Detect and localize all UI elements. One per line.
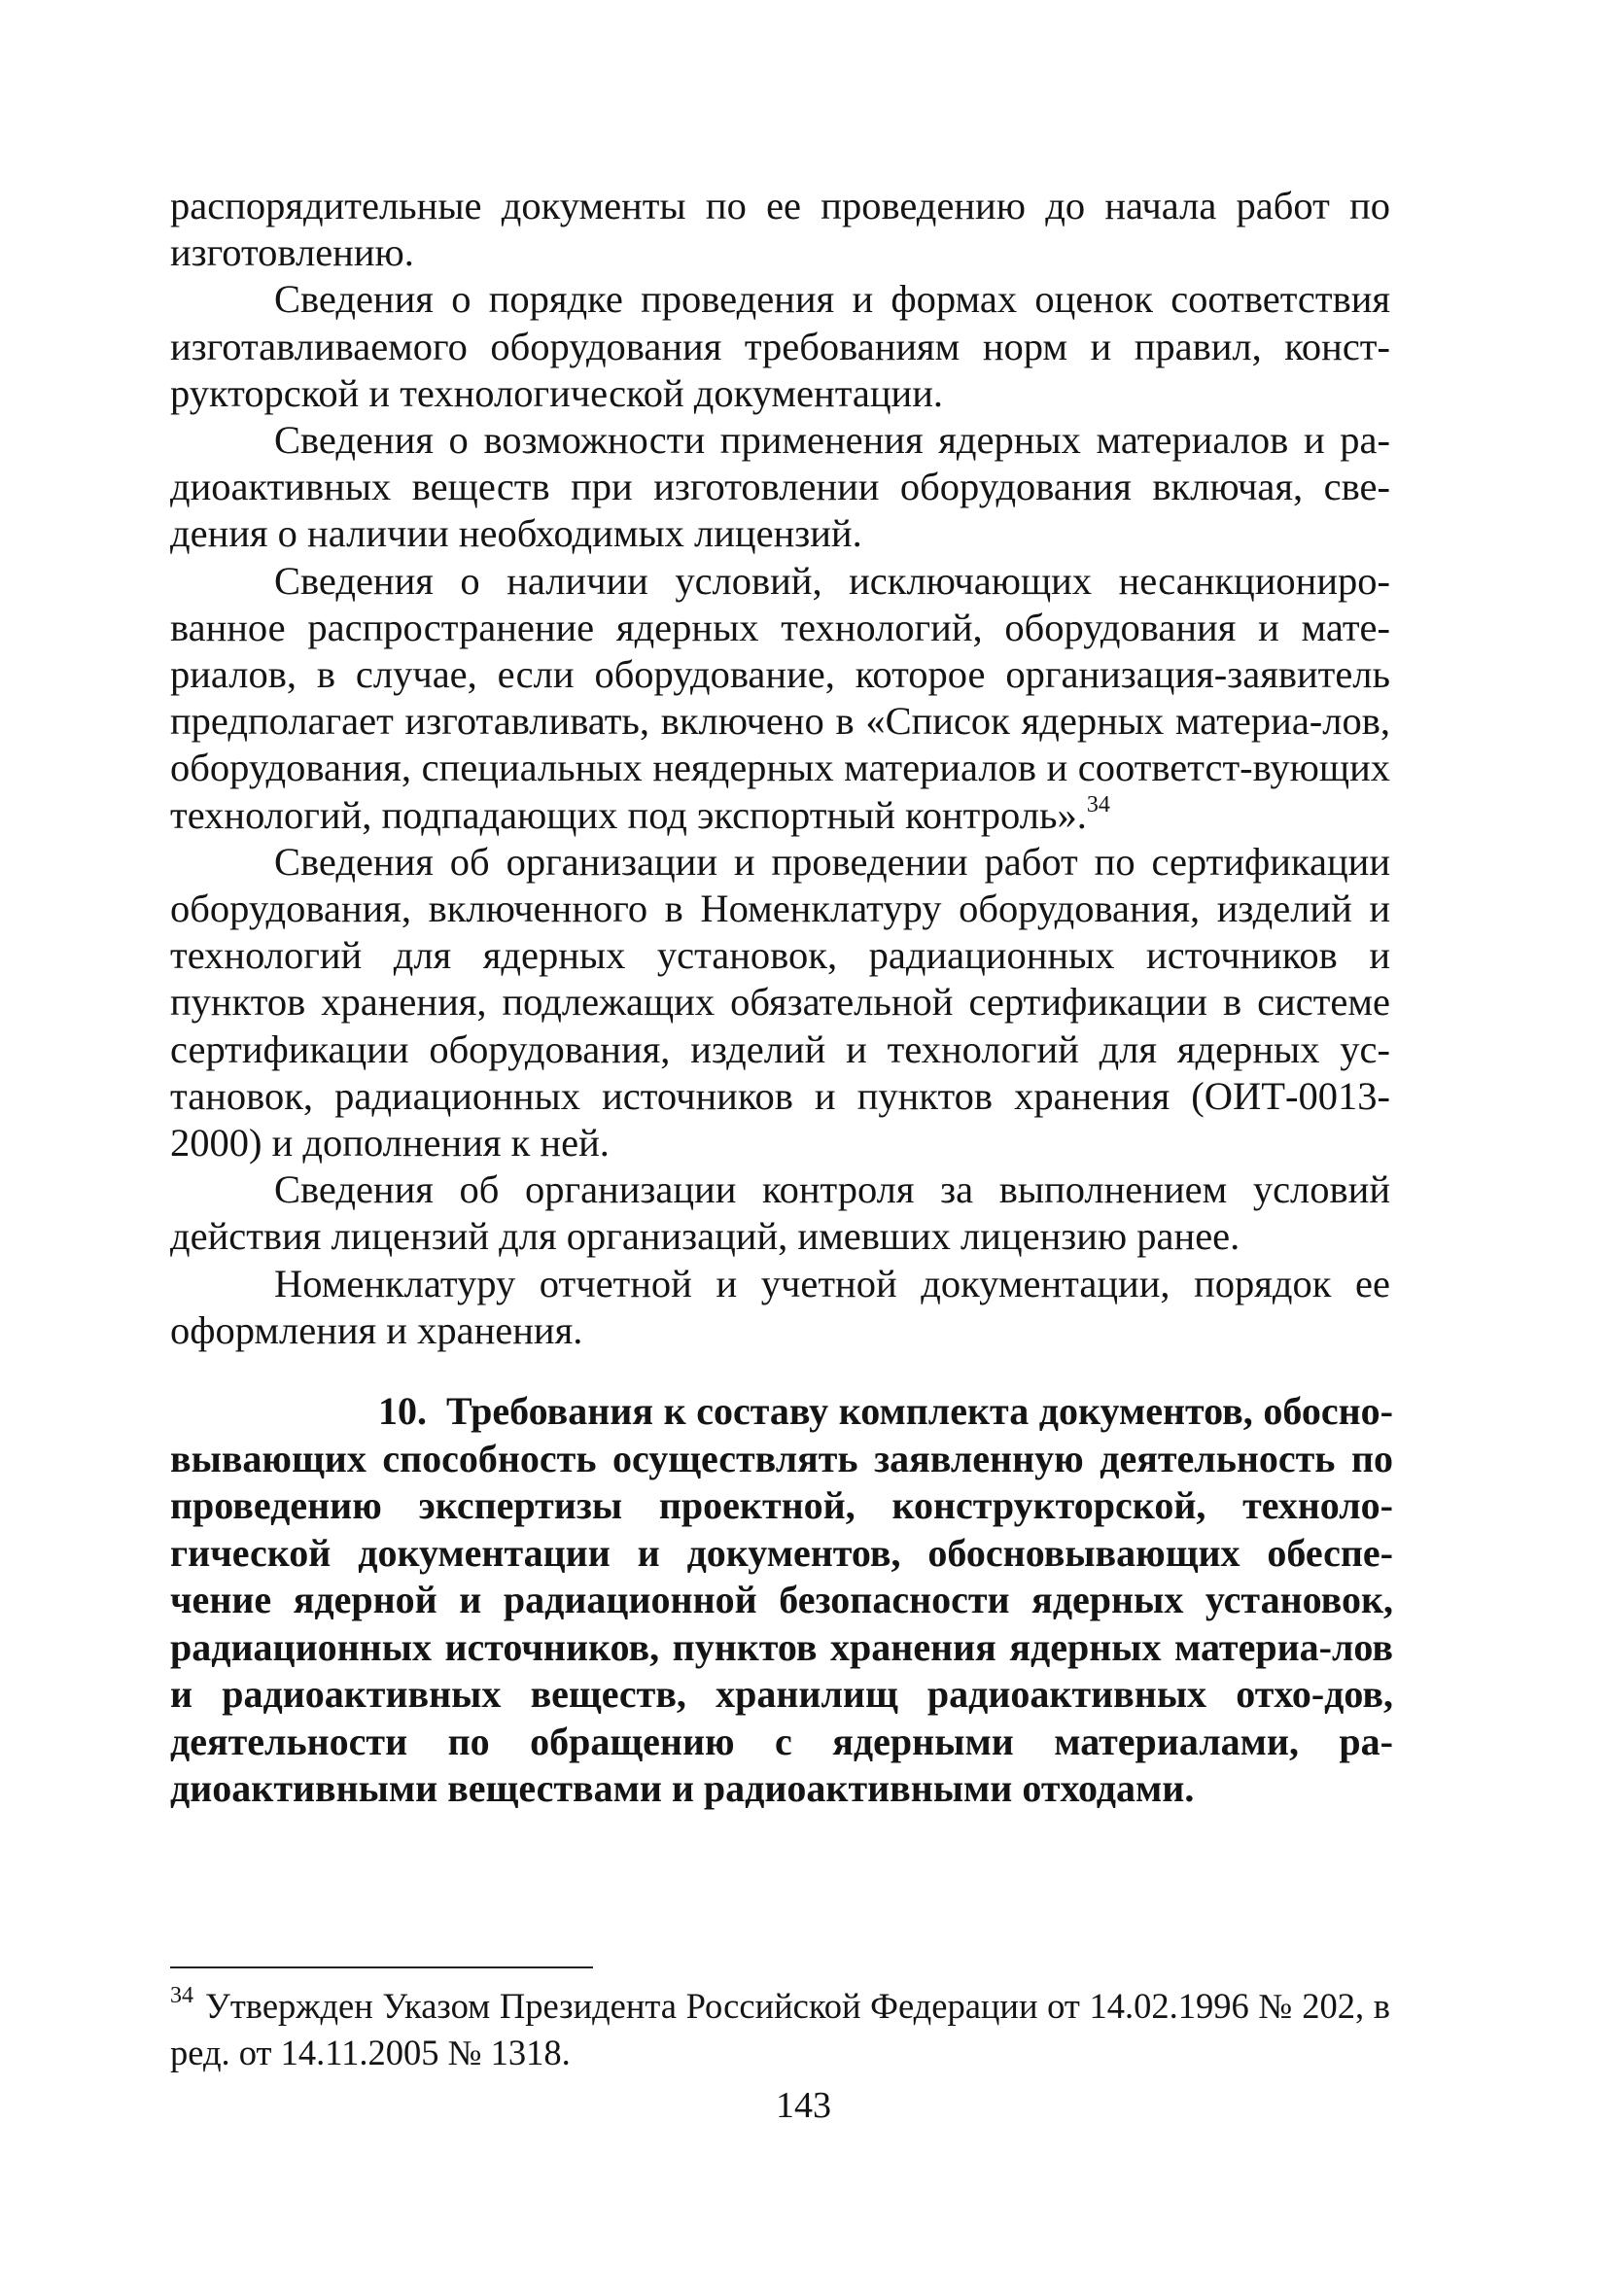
footnote: [170, 1983, 1390, 2076]
paragraph-export-control: [170, 558, 1390, 839]
section-title: Требования к составу комплекта документов, обосно-вывающих способность осуществлять заявленную деятельность по проведению экспертизы проектной, конструкторской, техноло-гической документации и документов, обосновывающих обеспе-чение ядерной и радиационной безопасности ядерных установок, радиационных источников, пунктов хранения ядерных материа-лов и радиоактивных веществ, хранилищ радиоактивных отхо-дов, деятельности по обращению с ядерными материалами, ра-диоактивными веществами и радиоактивными отходами.: [170, 1389, 1393, 1810]
paragraph-nuclear-materials: Сведения о возможности применения ядерных материалов и ра-диоактивных веществ при изготовлении оборудования включая, све-дения о наличии необходимых лицензий.: [170, 418, 1390, 556]
footnote-text: Утвержден Указом Президента Российской Федерации от 14.02.1996 № 202, в ред. от 14.11.2005 № 1318.: [170, 1986, 1390, 2072]
footnote-reference[interactable]: 34: [1086, 791, 1110, 818]
paragraph-continuation: распорядительные документы по ее проведению до начала работ по изготовлению.: [170, 184, 1390, 275]
paragraph-export-control-text: Сведения о наличии условий, исключающих несанкциониро-ванное распространение ядерных технологий, оборудования и мате-риалов, в случае, если оборудование, которое организация-заявитель предполагает изготавливать, включено в «Список ядерных материа-лов, оборудования, специальных неядерных материалов и соответст-вующих технологий, подпадающих под экспортный контроль».: [170, 558, 1390, 837]
section-heading: [170, 1388, 1393, 1813]
paragraph-certification: Сведения об организации и проведении работ по сертификации оборудования, включенного в Номенклатуру оборудования, изделий и технологий для ядерных установок, радиационных источников и пунктов хранения, подлежащих обязательной сертификации в системе сертификации оборудования, изделий и технологий для ядерных ус-тановок, радиационных источников и пунктов хранения (ОИТ-0013-2000) и дополнения к ней.: [170, 839, 1390, 1165]
footnote-divider: [170, 1966, 593, 1968]
paragraph-conformity-assessment: Сведения о порядке проведения и формах оценок соответствия изготавливаемого оборудования требованиям норм и правил, конст-рукторской и технологической документации.: [170, 277, 1390, 415]
paragraph-documentation-list: Номенклатуру отчетной и учетной документации, порядок ее оформления и хранения.: [170, 1261, 1390, 1352]
paragraph-license-control: Сведения об организации контроля за выполнением условий действия лицензий для организаций, имевших лицензию ранее.: [170, 1167, 1390, 1259]
footnote-mark: 34: [170, 1983, 193, 2008]
section-number: 10.: [378, 1389, 427, 1433]
page-number: 143: [776, 2085, 831, 2126]
body-text: [170, 183, 1390, 1354]
